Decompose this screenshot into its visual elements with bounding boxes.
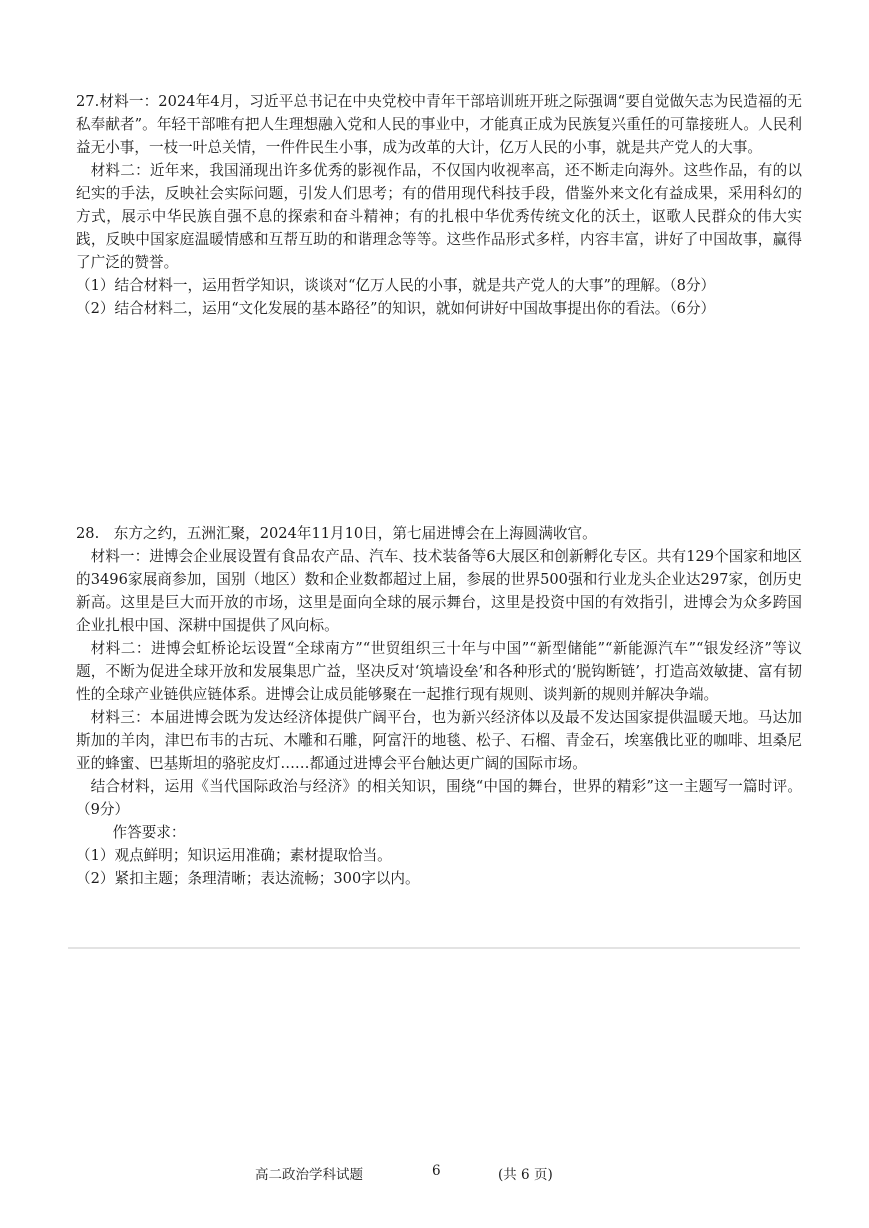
- q27-subquestion-1: （1）结合材料一，运用哲学知识，谈谈对“亿万人民的小事，就是共产党人的大事”的理解。（8分）: [76, 277, 716, 294]
- footer-page-number: 6: [432, 1163, 441, 1179]
- q28-material-3: 材料三：本届进博会既为发达经济体提供广阔平台，也为新兴经济体以及最不发达国家提供温暖天地。马达加斯加的羊肉，津巴布韦的古玩、木雕和石雕，阿富汗的地毯、松子、石榴、青金石，埃塞俄比亚的咖啡、坦桑尼亚的蜂蜜、巴基斯坦的骆驼皮灯……都通过进博会平台触达更广阔的国际市场。: [76, 709, 802, 772]
- question-27: [76, 90, 802, 320]
- q27-subquestion-2: （2）结合材料二，运用“文化发展的基本路径”的知识，就如何讲好中国故事提出你的看法。（6分）: [76, 300, 716, 317]
- q28-stem: 28. 东方之约，五洲汇聚，2024年11月10日，第七届进博会在上海圆满收官。: [76, 525, 597, 542]
- q27-material-2: 材料二：近年来，我国涌现出许多优秀的影视作品，不仅国内收视率高，还不断走向海外。这些作品，有的以纪实的手法，反映社会实际问题，引发人们思考；有的借用现代科技手段，借鉴外来文化有益成果，采用科幻的方式，展示中华民族自强不息的探索和奋斗精神；有的扎根中华优秀传统文化的沃土，讴歌人民群众的伟大实践，反映中国家庭温暖情感和互帮互助的和谐理念等等。这些作品形式多样，内容丰富，讲好了中国故事，赢得了广泛的赞誉。: [76, 162, 802, 271]
- q27-stem: 27.材料一：2024年4月，习近平总书记在中央党校中青年干部培训班开班之际强调“要自觉做矢志为民造福的无私奉献者”。年轻干部唯有把人生理想融入党和人民的事业中，才能真正成为民族复兴重任的可靠接班人。人民利益无小事，一枝一叶总关情，一件件民生小事，成为改革的大计，亿万人民的小事，就是共产党人的大事。: [76, 93, 802, 156]
- question-28: [76, 522, 802, 890]
- q28-requirements-heading: 作答要求：: [112, 824, 186, 841]
- q28-requirement-1: （1）观点鲜明；知识运用准确；素材提取恰当。: [76, 847, 392, 864]
- q28-material-2: 材料二：进博会虹桥论坛设置“全球南方”“世贸组织三十年与中国”“新型储能”“新能源汽车”“银发经济”等议题，不断为促进全球开放和发展集思广益，坚决反对‘筑墙设垒’和各种形式的‘脱钩断链’，打造高效敏捷、富有韧性的全球产业链供应链体系。进博会让成员能够聚在一起推行现有规则、谈判新的规则并解决争端。: [76, 640, 802, 703]
- q28-task: 结合材料，运用《当代国际政治与经济》的相关知识，围绕“中国的舞台，世界的精彩”这一主题写一篇时评。（9分）: [76, 778, 802, 818]
- footer-total-pages: (共 6 页): [498, 1167, 553, 1183]
- footer-subject: 高二政治学科试题: [255, 1167, 363, 1183]
- page-footer: [0, 1163, 869, 1183]
- q28-material-1: 材料一：进博会企业展设置有食品农产品、汽车、技术装备等6大展区和创新孵化专区。共有129个国家和地区的3496家展商参加，国别（地区）数和企业数都超过上届，参展的世界500强和行业龙头企业达297家，创历史新高。这里是巨大而开放的市场，这里是面向全球的展示舞台，这里是投资中国的有效指引，进博会为众多跨国企业扎根中国、深耕中国提供了风向标。: [76, 548, 802, 634]
- q28-requirement-2: （2）紧扣主题；条理清晰；表达流畅；300字以内。: [76, 870, 420, 887]
- divider-line: [68, 947, 800, 949]
